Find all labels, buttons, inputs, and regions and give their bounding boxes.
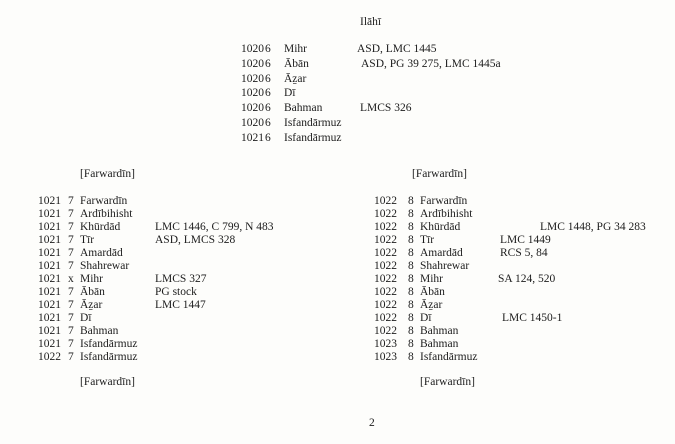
cell-num: 7 xyxy=(68,338,74,350)
cell-month: Āẕar xyxy=(284,72,307,85)
cell-num: 6 xyxy=(265,131,271,144)
cell-month: Ardībihisht xyxy=(420,208,473,220)
cell-num: 8 xyxy=(408,299,414,311)
cell-ref: ASD, PG 39 275, LMC 1445a xyxy=(361,57,501,70)
left-heading: [Farwardīn] xyxy=(80,168,135,180)
cell-month: Amardād xyxy=(80,247,123,259)
cell-year: 1020 xyxy=(241,87,264,100)
cell-ref: ASD, LMCS 328 xyxy=(155,234,236,246)
cell-num: 6 xyxy=(265,43,271,55)
cell-month: Bahman xyxy=(284,102,323,115)
cell-num: 6 xyxy=(265,72,271,85)
cell-year: 1021 xyxy=(38,195,61,207)
cell-year: 1022 xyxy=(374,260,397,272)
page-title: Ilāhī xyxy=(360,16,382,28)
cell-month: Bahman xyxy=(420,338,459,350)
cell-month: Isfandārmuz xyxy=(80,351,138,363)
cell-month: Bahman xyxy=(80,325,119,337)
cell-year: 1022 xyxy=(374,234,397,246)
cell-month: Tīr xyxy=(420,234,435,246)
cell-year: 1022 xyxy=(374,273,397,285)
cell-num: 7 xyxy=(68,208,74,220)
cell-num: 8 xyxy=(408,312,414,324)
cell-num: 8 xyxy=(408,234,414,246)
cell-year: 1020 xyxy=(241,117,264,129)
cell-month: Dī xyxy=(80,312,92,324)
cell-ref: ASD, LMC 1445 xyxy=(357,43,437,55)
cell-year: 1021 xyxy=(38,286,61,298)
cell-num: x xyxy=(68,273,74,285)
cell-year: 1022 xyxy=(374,221,397,233)
cell-month: Āẕar xyxy=(420,299,443,311)
cell-ref: LMCS 326 xyxy=(360,102,412,115)
cell-num: 6 xyxy=(265,57,271,70)
cell-year: 1022 xyxy=(374,325,397,337)
cell-month: Tīr xyxy=(80,234,95,246)
cell-ref: SA 124, 520 xyxy=(498,273,556,285)
cell-year: 1021 xyxy=(38,234,61,246)
cell-ref: RCS 5, 84 xyxy=(500,247,548,259)
cell-ref: LMCS 327 xyxy=(155,273,207,285)
cell-year: 1022 xyxy=(374,247,397,259)
cell-month: Shahrewar xyxy=(420,260,470,272)
cell-month: Ābān xyxy=(420,286,445,298)
cell-month: Bahman xyxy=(420,325,459,337)
cell-month: Amardād xyxy=(420,247,463,259)
cell-month: Farwardīn xyxy=(80,195,128,207)
cell-month: Mihr xyxy=(420,273,443,285)
cell-month: Mihr xyxy=(80,273,103,285)
cell-month: Khūrdād xyxy=(420,221,461,233)
cell-num: 8 xyxy=(408,221,414,233)
cell-num: 8 xyxy=(408,208,414,220)
cell-year: 1020 xyxy=(241,102,264,115)
cell-year: 1020 xyxy=(241,72,264,85)
right-heading: [Farwardīn] xyxy=(412,168,467,180)
cell-num: 8 xyxy=(408,247,414,259)
cell-num: 6 xyxy=(265,87,271,100)
cell-year: 1021 xyxy=(38,260,61,272)
cell-num: 7 xyxy=(68,312,74,324)
cell-ref: LMC 1449 xyxy=(500,234,551,246)
cell-year: 1021 xyxy=(38,325,61,337)
cell-month: Mihr xyxy=(284,43,307,55)
cell-year: 1020 xyxy=(241,57,264,70)
cell-year: 1022 xyxy=(374,286,397,298)
cell-month: Isfandārmuz xyxy=(420,351,478,363)
cell-month: Dī xyxy=(420,312,432,324)
cell-month: Ardībihisht xyxy=(80,208,133,220)
cell-num: 7 xyxy=(68,195,74,207)
cell-year: 1023 xyxy=(374,338,397,350)
cell-ref: PG stock xyxy=(155,286,197,298)
cell-num: 7 xyxy=(68,260,74,272)
cell-year: 1021 xyxy=(241,131,264,144)
cell-year: 1021 xyxy=(38,208,61,220)
cell-ref: LMC 1447 xyxy=(155,299,206,311)
cell-month: Āẕar xyxy=(80,299,103,311)
cell-num: 8 xyxy=(408,260,414,272)
cell-num: 7 xyxy=(68,299,74,311)
cell-year: 1021 xyxy=(38,338,61,350)
cell-year: 1021 xyxy=(38,312,61,324)
cell-num: 8 xyxy=(408,325,414,337)
cell-month: Ābān xyxy=(284,57,309,70)
cell-num: 7 xyxy=(68,351,74,363)
cell-year: 1022 xyxy=(374,299,397,311)
cell-month: Farwardīn xyxy=(420,195,468,207)
cell-year: 1020 xyxy=(241,43,264,55)
cell-month: Shahrewar xyxy=(80,260,130,272)
cell-month: Isfandārmuz xyxy=(80,338,138,350)
cell-num: 7 xyxy=(68,234,74,246)
cell-year: 1021 xyxy=(38,299,61,311)
cell-num: 8 xyxy=(408,286,414,298)
cell-num: 6 xyxy=(265,102,271,115)
cell-month: Dī xyxy=(284,87,296,100)
cell-year: 1021 xyxy=(38,247,61,259)
cell-year: 1022 xyxy=(374,312,397,324)
cell-month: Isfandārmuz xyxy=(284,117,342,129)
left-footer: [Farwardīn] xyxy=(80,376,135,388)
cell-ref: LMC 1446, C 799, N 483 xyxy=(155,221,274,233)
cell-num: 7 xyxy=(68,221,74,233)
cell-num: 8 xyxy=(408,273,414,285)
cell-year: 1022 xyxy=(38,351,61,363)
cell-num: 7 xyxy=(68,247,74,259)
cell-year: 1022 xyxy=(374,195,397,207)
cell-num: 8 xyxy=(408,351,414,363)
cell-year: 1021 xyxy=(38,273,61,285)
cell-num: 6 xyxy=(265,117,271,129)
cell-num: 7 xyxy=(68,325,74,337)
cell-num: 8 xyxy=(408,195,414,207)
page-number: 2 xyxy=(369,417,375,429)
cell-month: Isfandārmuz xyxy=(284,131,342,144)
cell-num: 8 xyxy=(408,338,414,350)
cell-year: 1022 xyxy=(374,208,397,220)
cell-ref: LMC 1450-1 xyxy=(502,312,563,324)
cell-month: Khūrdād xyxy=(80,221,121,233)
right-footer: [Farwardīn] xyxy=(420,376,475,388)
cell-month: Ābān xyxy=(80,286,105,298)
cell-ref: LMC 1448, PG 34 283 xyxy=(540,221,646,233)
cell-year: 1021 xyxy=(38,221,61,233)
cell-num: 7 xyxy=(68,286,74,298)
cell-year: 1023 xyxy=(374,351,397,363)
